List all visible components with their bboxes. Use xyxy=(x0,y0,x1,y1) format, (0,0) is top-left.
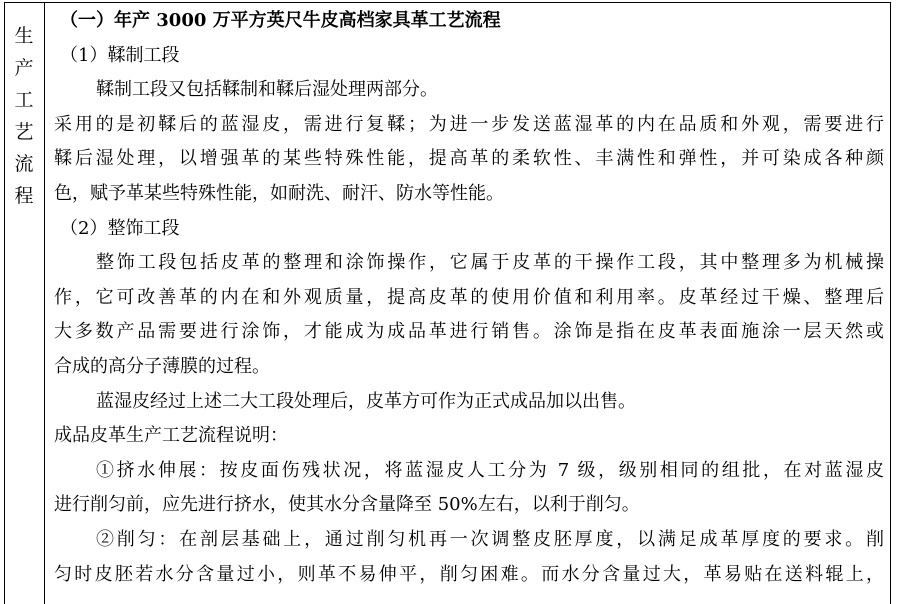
row-header-char: 生 xyxy=(14,25,34,47)
paragraph-line: 鞣制工段又包括鞣制和鞣后湿处理两部分。 xyxy=(96,79,438,101)
row-header-label xyxy=(8,20,40,212)
paragraph-line: ②削匀：在剖层基础上，通过削匀机再一次调整皮胚厚度，以满足成革厚度的要求。削 xyxy=(96,528,884,550)
column-divider xyxy=(44,2,45,604)
row-header-char: 程 xyxy=(14,185,34,207)
paragraph-line: 合成的高分子薄膜的过程。 xyxy=(54,355,270,377)
paragraph-line: 大多数产品需要进行涂饰，才能成为成品革进行销售。涂饰是指在皮革表面施涂一层天然或 xyxy=(54,321,884,343)
paragraph-line: 成品皮革生产工艺流程说明： xyxy=(54,425,288,447)
paragraph-line: 匀时皮胚若水分含量过小，则革不易伸平，削匀困难。而水分含量过大，革易贴在送料辊上， xyxy=(54,563,884,585)
row-header-char: 工 xyxy=(14,89,34,111)
subsection-heading: （2）整饰工段 xyxy=(60,217,180,239)
subsection-heading: （1）鞣制工段 xyxy=(60,44,180,66)
row-header-char: 产 xyxy=(14,57,34,79)
document-content xyxy=(50,4,884,592)
paragraph-line: 鞣后湿处理，以增强革的某些特殊性能，提高革的柔软性、丰满性和弹性，并可染成各种颜 xyxy=(54,148,884,170)
row-header-char: 流 xyxy=(14,153,34,175)
paragraph-line: 作，它可改善革的内在和外观质量，提高皮革的使用价值和利用率。皮革经过干燥、整理后 xyxy=(54,286,884,308)
paragraph-line: ①挤水伸展：按皮面伤残状况，将蓝湿皮人工分为 7 级，级别相同的组批，在对蓝湿皮 xyxy=(96,459,884,481)
paragraph-line: 进行削匀前，应先进行挤水，使其水分含量降至 50%左右，以利于削匀。 xyxy=(54,494,640,516)
paragraph-line: 色，赋予革某些特殊性能，如耐洗、耐汗、防水等性能。 xyxy=(54,182,504,204)
row-header-char: 艺 xyxy=(14,121,34,143)
paragraph-line: 整饰工段包括皮革的整理和涂饰操作，它属于皮革的干操作工段，其中整理多为机械操 xyxy=(96,252,884,274)
paragraph-lines xyxy=(50,39,884,593)
paragraph-line: 蓝湿皮经过上述二大工段处理后，皮革方可作为正式成品加以出售。 xyxy=(96,390,636,412)
section-title: （一）年产 3000 万平方英尺牛皮高档家具革工艺流程 xyxy=(60,10,501,31)
paragraph-line: 采用的是初鞣后的蓝湿皮，需进行复鞣；为进一步发送蓝湿革的内在品质和外观，需要进行 xyxy=(54,113,884,135)
